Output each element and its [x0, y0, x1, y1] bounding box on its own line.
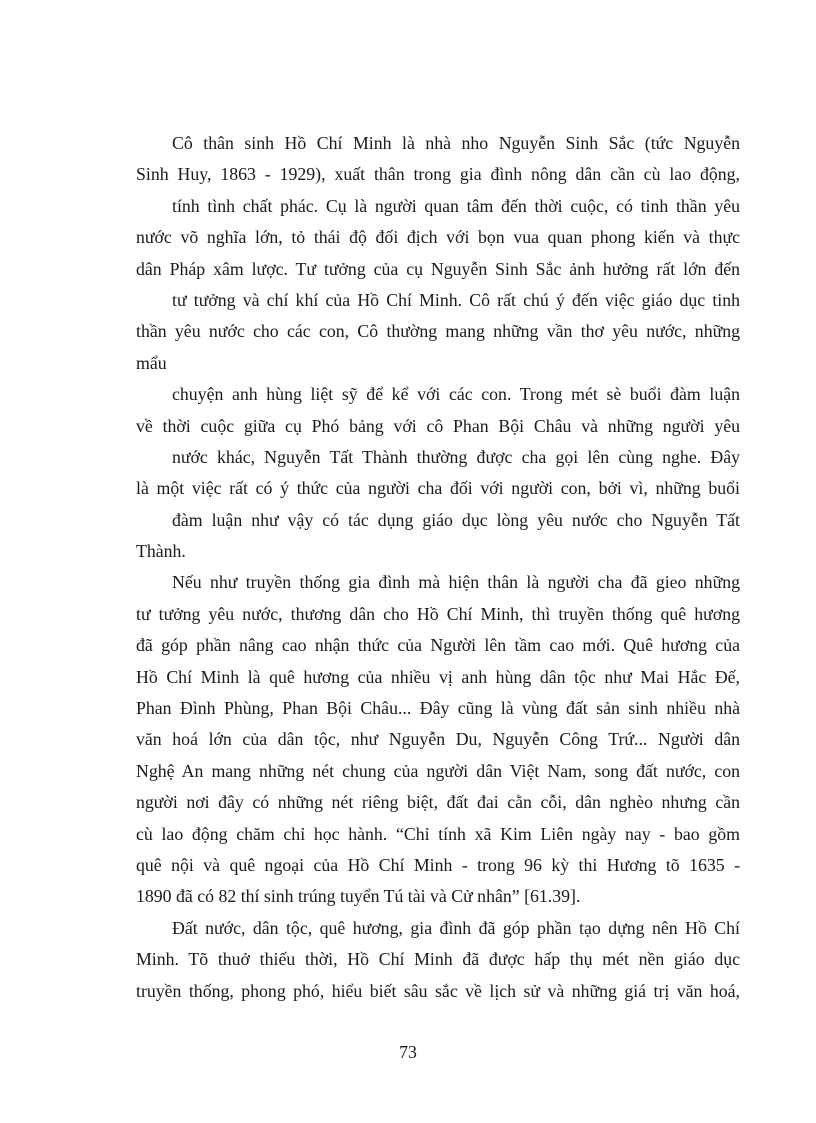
text-line: chuyện anh hùng liệt sỹ để kể với các con. Trong mét sè buổi đàm luận	[172, 384, 740, 405]
text-line: Cô thân sinh Hồ Chí Minh là nhà nho Nguyễn Sinh Sắc (tức Nguyễn	[172, 133, 740, 153]
text-line: 1890 đã có 82 thí sinh trúng tuyển Tú tài và Cử nhân” [61.39].	[136, 886, 581, 907]
text-line: Nếu như truyền thống gia đình mà hiện thân là người cha đã gieo những	[172, 572, 740, 593]
text-line: Sinh Huy, 1863 - 1929), xuất thân trong gia đình nông dân cần cù lao động,	[136, 164, 740, 185]
text-line: người nơi đây có những nét riêng biệt, đất đai cằn cỗi, dân nghèo nhưng cần	[136, 792, 740, 813]
text-line: Thành.	[136, 541, 186, 562]
text-line: là một việc rất có ý thức của người cha đối với người con, bởi vì, những buổi	[136, 478, 740, 499]
text-line: tư tưởng yêu nước, thương dân cho Hồ Chí Minh, thì truyền thống quê hương	[136, 603, 740, 624]
text-line: tư tưởng và chí khí của Hồ Chí Minh. Cô rất chú ý đến việc giáo dục tinh	[172, 289, 740, 310]
text-line: đã góp phần nâng cao nhận thức của Người lên tầm cao mới. Quê hương của	[136, 635, 740, 656]
text-line: quê nội và quê ngoại của Hồ Chí Minh - trong 96 kỳ thi Hương tõ 1635 -	[136, 854, 740, 875]
text-line: truyền thống, phong phó, hiểu biết sâu sắc về lịch sử và những giá trị văn hoá,	[136, 980, 740, 1001]
text-line: tính tình chất phác. Cụ là người quan tâm đến thời cuộc, có tinh thần yêu	[172, 195, 740, 216]
page-number: 73	[399, 1042, 417, 1062]
text-line: Phan Đình Phùng, Phan Bội Châu... Đây cũng là vùng đất sản sinh nhiều nhà	[136, 698, 740, 719]
text-line: văn hoá lớn của dân tộc, như Nguyễn Du, Nguyễn Công Trứ... Người dân	[136, 729, 740, 750]
text-line: thần yêu nước cho các con, Cô thường mang những vần thơ yêu nước, những	[136, 321, 740, 342]
text-line: cù lao động chăm chỉ học hành. “Chỉ tính xã Kim Liên ngày nay - bao gồm	[136, 823, 740, 844]
text-line: dân Pháp xâm lược. Tư tưởng của cụ Nguyễn Sinh Sắc ảnh hưởng rất lớn đến	[136, 258, 740, 279]
text-line: đàm luận như vậy có tác dụng giáo dục lòng yêu nước cho Nguyễn Tất	[172, 509, 740, 530]
text-line: Đất nước, dân tộc, quê hương, gia đình đã góp phần tạo dựng nên Hồ Chí	[172, 917, 740, 938]
text-line: Nghệ An mang những nét chung của người dân Việt Nam, song đất nước, con	[136, 760, 740, 781]
text-line: về thời cuộc giữa cụ Phó bảng với cô Phan Bội Châu và những người yêu	[136, 415, 740, 436]
text-line: nước võ nghĩa lớn, tỏ thái độ đối địch với bọn vua quan phong kiến và thực	[136, 227, 740, 248]
text-line: mẩu	[136, 352, 167, 373]
text-line: nước khác, Nguyễn Tất Thành thường được cha gọi lên cùng nghe. Đây	[172, 446, 740, 467]
document-body	[136, 128, 740, 1007]
text-line: Minh. Tõ thuở thiếu thời, Hồ Chí Minh đã được hấp thụ mét nền giáo dục	[136, 949, 740, 970]
text-line: Hồ Chí Minh là quê hương của nhiều vị anh hùng dân tộc như Mai Hắc Đế,	[136, 666, 740, 687]
